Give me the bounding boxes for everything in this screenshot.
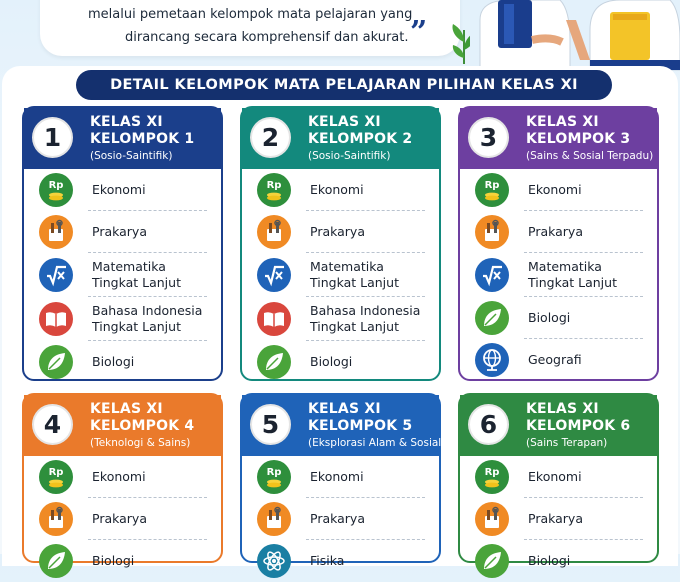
svg-text:Rp: Rp	[484, 467, 500, 478]
card-group-title: KELOMPOK 4	[90, 418, 195, 434]
subject-item	[24, 540, 221, 582]
quote-mark: ”	[410, 15, 428, 50]
card-header	[24, 395, 221, 456]
students-illustration	[470, 0, 680, 70]
subject-item	[242, 498, 439, 540]
subject-item	[24, 498, 221, 540]
subject-item	[460, 297, 657, 339]
card-class-label: KELAS XI	[308, 401, 381, 417]
subject-label: Fisika	[310, 552, 345, 568]
card-number-badge: 2	[250, 117, 291, 158]
subject-item	[242, 253, 439, 297]
tools-icon	[475, 502, 509, 536]
svg-text:Rp: Rp	[484, 180, 500, 191]
card-class-label: KELAS XI	[526, 114, 599, 130]
tools-icon	[257, 215, 291, 249]
subject-item	[460, 253, 657, 297]
subject-item	[242, 169, 439, 211]
subject-item	[24, 211, 221, 253]
card-group-title: KELOMPOK 6	[526, 418, 631, 434]
money-icon	[39, 460, 73, 494]
subject-item	[24, 297, 221, 341]
card-number-badge: 6	[468, 404, 509, 445]
section-title: DETAIL KELOMPOK MATA PELAJARAN PILIHAN KELAS XI	[76, 70, 612, 100]
kelompok-card-4	[22, 393, 223, 568]
subject-label: Geografi	[528, 351, 582, 367]
subject-label: Prakarya	[310, 223, 365, 239]
card-header	[460, 108, 657, 169]
svg-text:Rp: Rp	[48, 467, 64, 478]
subject-label: Biologi	[92, 353, 135, 369]
kelompok-card-5	[240, 393, 446, 568]
subject-label: Matematika Tingkat Lanjut	[310, 258, 399, 290]
subject-item	[24, 253, 221, 297]
subject-item	[460, 339, 657, 381]
card-group-title: KELOMPOK 2	[308, 131, 413, 147]
intro-line-1: melalui pemetaan kelompok mata pelajaran yang	[88, 7, 413, 22]
card-subtitle: (Sains & Sosial Terpadu)	[526, 150, 654, 162]
svg-text:Rp: Rp	[266, 180, 282, 191]
tools-icon	[39, 215, 73, 249]
subject-label: Biologi	[92, 552, 135, 568]
subject-label: Bahasa Indonesia Tingkat Lanjut	[310, 302, 421, 334]
leaf-icon	[475, 544, 509, 578]
subject-item	[24, 341, 221, 383]
subject-label: Prakarya	[528, 223, 583, 239]
subject-label: Matematika Tingkat Lanjut	[528, 258, 617, 290]
sqrt-icon	[39, 258, 73, 292]
card-number-badge: 1	[32, 117, 73, 158]
subject-item	[242, 297, 439, 341]
subject-item	[242, 540, 439, 582]
subject-label: Biologi	[310, 353, 353, 369]
tools-icon	[257, 502, 291, 536]
subject-label: Prakarya	[528, 510, 583, 526]
card-group-title: KELOMPOK 1	[90, 131, 195, 147]
subject-item	[242, 456, 439, 498]
tools-icon	[39, 502, 73, 536]
subject-item	[24, 169, 221, 211]
card-class-label: KELAS XI	[90, 114, 163, 130]
subject-label: Prakarya	[92, 223, 147, 239]
svg-text:Rp: Rp	[48, 180, 64, 191]
sqrt-icon	[475, 258, 509, 292]
svg-text:Rp: Rp	[266, 467, 282, 478]
subject-label: Ekonomi	[310, 468, 364, 484]
subject-item	[242, 211, 439, 253]
subject-item	[24, 456, 221, 498]
subject-label: Bahasa Indonesia Tingkat Lanjut	[92, 302, 203, 334]
leaf-icon	[39, 345, 73, 379]
card-subtitle: (Sosio-Saintifik)	[90, 150, 173, 162]
subject-label: Ekonomi	[92, 181, 146, 197]
subject-item	[460, 169, 657, 211]
leaf-icon	[475, 301, 509, 335]
subject-item	[460, 456, 657, 498]
subject-item	[460, 211, 657, 253]
subject-label: Prakarya	[310, 510, 365, 526]
leaf-icon	[257, 345, 291, 379]
subject-label: Ekonomi	[310, 181, 364, 197]
card-header	[242, 395, 446, 456]
subject-label: Ekonomi	[528, 468, 582, 484]
card-header	[242, 108, 439, 169]
kelompok-card-3	[458, 106, 659, 381]
subject-label: Ekonomi	[92, 468, 146, 484]
card-class-label: KELAS XI	[308, 114, 381, 130]
sqrt-icon	[257, 258, 291, 292]
subject-label: Matematika Tingkat Lanjut	[92, 258, 181, 290]
money-icon	[257, 173, 291, 207]
card-class-label: KELAS XI	[90, 401, 163, 417]
money-icon	[39, 173, 73, 207]
card-class-label: KELAS XI	[526, 401, 599, 417]
card-subtitle: (Sains Terapan)	[526, 437, 608, 449]
money-icon	[257, 460, 291, 494]
card-subtitle: (Eksplorasi Alam & Sosial)	[308, 437, 446, 449]
card-number-badge: 5	[250, 404, 291, 445]
globe-icon	[475, 343, 509, 377]
kelompok-card-6	[458, 393, 659, 568]
money-icon	[475, 460, 509, 494]
tools-icon	[475, 215, 509, 249]
money-icon	[475, 173, 509, 207]
kelompok-card-2	[240, 106, 441, 381]
subject-label: Biologi	[528, 309, 571, 325]
card-number-badge: 3	[468, 117, 509, 158]
subject-item	[242, 341, 439, 383]
card-number-badge: 4	[32, 404, 73, 445]
book-icon	[257, 302, 291, 336]
subject-item	[460, 498, 657, 540]
card-subtitle: (Teknologi & Sains)	[90, 437, 191, 449]
book-icon	[39, 302, 73, 336]
card-group-title: KELOMPOK 5	[308, 418, 413, 434]
subject-label: Prakarya	[92, 510, 147, 526]
leaf-icon	[39, 544, 73, 578]
subject-item	[460, 540, 657, 582]
atom-icon	[257, 544, 291, 578]
intro-line-2: dirancang secara komprehensif dan akurat.	[125, 30, 409, 45]
card-header	[460, 395, 657, 456]
card-group-title: KELOMPOK 3	[526, 131, 631, 147]
card-subtitle: (Sosio-Saintifik)	[308, 150, 391, 162]
kelompok-card-1	[22, 106, 223, 381]
card-header	[24, 108, 221, 169]
subject-label: Biologi	[528, 552, 571, 568]
subject-label: Ekonomi	[528, 181, 582, 197]
